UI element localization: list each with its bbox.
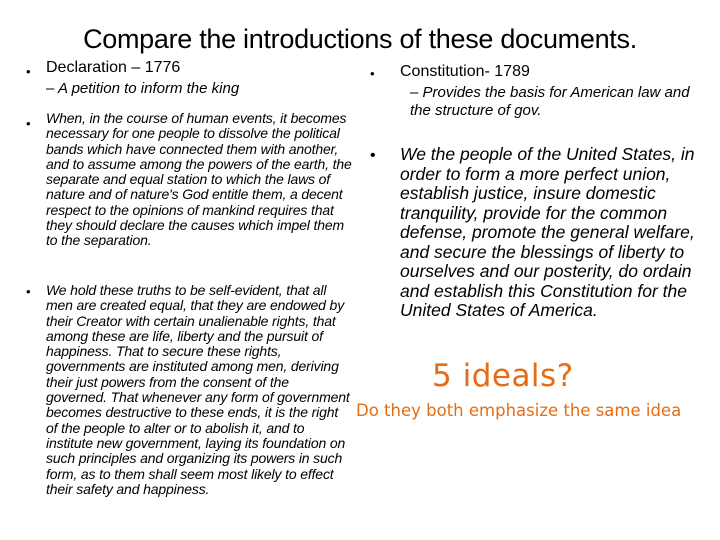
declaration-subpoint xyxy=(46,80,352,98)
constitution-subpoint xyxy=(400,84,700,120)
constitution-heading: Constitution- 1789 xyxy=(400,63,530,80)
declaration-paragraph-2: We hold these truths to be self-evident, that all men are created equal, that they are endowed by their Creator with certain unalienable rights, that among these are life, liberty and the pursuit of happiness. That to secure these rights, governments are instituted among men, deriving their just powers from the consent of the governed. That whenever any form of government becomes destructive to these ends, it is the right of the people to alter or to abolish it, and to institute new government, laying its foundation on such principles and organizing its powers in such form, as to them shall seem most likely to effect their safety and happiness. xyxy=(46,282,350,497)
bullet-marker: • xyxy=(370,66,375,81)
declaration-subpoint-text: A petition to inform the king xyxy=(57,80,240,97)
constitution-subpoint-text: Provides the basis for American law and the structure of gov. xyxy=(410,84,690,119)
declaration-heading-block xyxy=(46,58,352,98)
emphasis-question: Do they both emphasize the same idea xyxy=(356,401,682,420)
constitution-heading-block xyxy=(400,62,720,120)
ideals-question: 5 ideals? xyxy=(432,358,574,394)
bullet-marker: • xyxy=(370,147,376,164)
bullet-marker: • xyxy=(26,284,31,299)
sub-dash: – xyxy=(46,80,55,97)
bullet-marker: • xyxy=(26,64,31,79)
sub-dash: – xyxy=(410,84,419,101)
declaration-paragraph-1: When, in the course of human events, it becomes necessary for one people to dissolve the political bands which have connected them with another, and to assume among the powers of the earth, the separate and equal station to which the laws of nature and of nature's God entitle them, a decent respect to the opinions of mankind requires that they should declare the causes which impel them to the separation. xyxy=(46,110,352,249)
constitution-preamble: We the people of the United States, in order to form a more perfect union, establish justice, insure domestic tranquility, provide for the common defense, promote the general welfare, and secure the blessings of liberty to ourselves and our posterity, do ordain and establish this Constitution for the United States of America. xyxy=(400,144,695,320)
bullet-marker: • xyxy=(26,116,31,131)
declaration-heading: Declaration – 1776 xyxy=(46,59,181,76)
slide-title: Compare the introductions of these documents. xyxy=(83,24,637,54)
